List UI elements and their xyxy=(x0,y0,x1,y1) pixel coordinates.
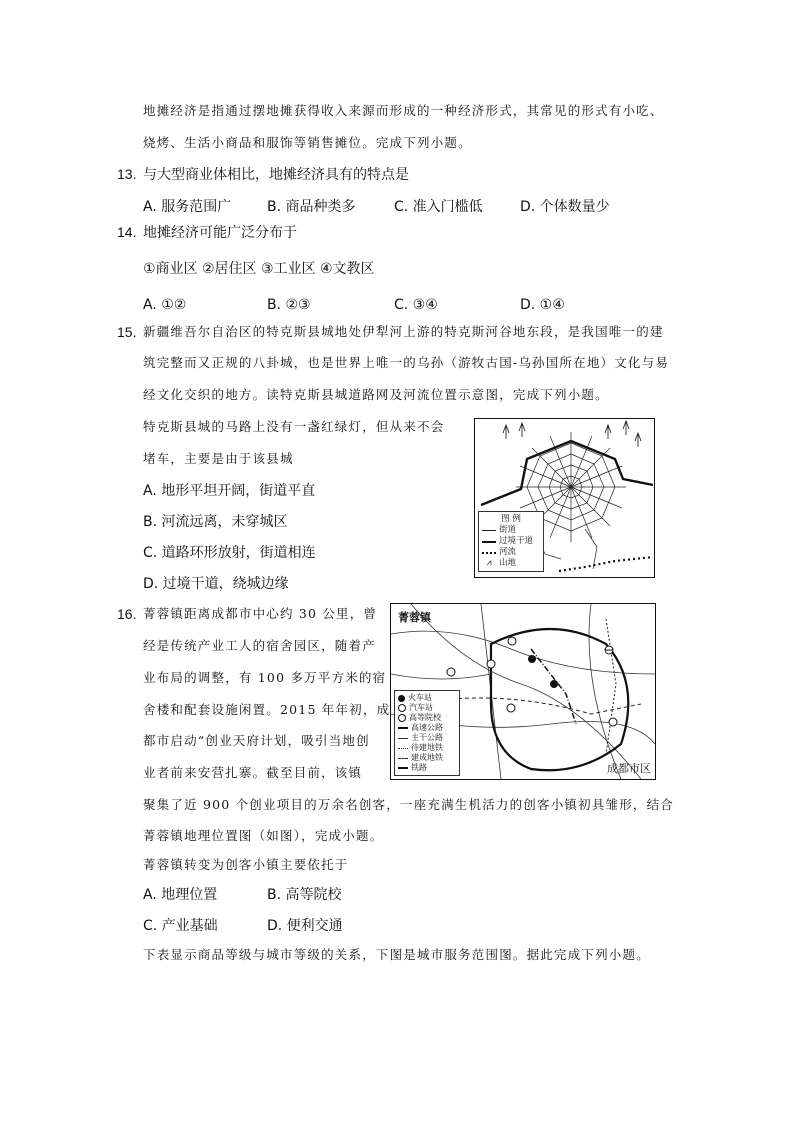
question-16-line-6: 业者前来安营扎寨。截至目前，该镇 xyxy=(143,765,363,780)
legend-street: 街道 xyxy=(482,525,540,536)
question-15-option-a[interactable]: A. 地形平坦开阔，街道平直 xyxy=(143,483,316,499)
legend-arterial: 主干公路 xyxy=(398,733,456,743)
question-16-line-5: 都市启动“创业天府计划，吸引当地创 xyxy=(143,733,370,748)
question-14-choices: ①商业区 ②居住区 ③工业区 ④文教区 xyxy=(143,261,375,277)
chengdu-city-label: 成都市区 xyxy=(607,762,651,775)
question-16-number: 16. xyxy=(117,606,137,622)
legend-river: 河流 xyxy=(482,547,540,558)
question-16-option-a[interactable]: A. 地理位置 xyxy=(143,887,218,903)
intro-line-2: 烧烤、生活小商品和服饰等销售摊位。完成下列小题。 xyxy=(143,135,472,150)
question-15-intro-1: 新疆维吾尔自治区的特克斯县城地处伊犁河上游的特克斯河谷地东段，是我国唯一的建 xyxy=(143,324,664,339)
legend-highway: 过境干道 xyxy=(482,536,540,547)
legend-railway: 铁路 xyxy=(398,763,456,773)
question-14-option-b[interactable]: B. ②③ xyxy=(267,297,311,313)
legend-mountain: ⩘ 山地 xyxy=(482,558,540,569)
question-16-line-2: 经是传统产业工人的宿舍园区，随着产 xyxy=(143,638,376,653)
outer-streets xyxy=(535,529,597,569)
legend-train-station: 火车站 xyxy=(398,693,456,703)
question-16-line-1: 菁蓉镇距离成都市中心约 30 公里，曾 xyxy=(143,606,378,621)
mountain-icon: ⩘ xyxy=(486,558,492,568)
through-highway xyxy=(481,441,653,505)
tekes-road-network-map xyxy=(474,418,655,578)
planned-metro-line xyxy=(606,619,616,754)
question-13-option-a[interactable]: A. 服务范围广 xyxy=(143,199,232,215)
question-15-number: 15. xyxy=(117,324,137,340)
question-16-line-8: 菁蓉镇地理位置图（如图），完成小题。 xyxy=(143,828,384,843)
question-15-option-c[interactable]: C. 道路环形放射，街道相连 xyxy=(143,545,316,561)
question-15-intro-2: 筑完整而又正规的八卦城，也是世界上唯一的乌孙（游牧古国-乌孙国所在地）文化与易 xyxy=(143,355,670,370)
question-16-option-d[interactable]: D. 便利交通 xyxy=(267,918,343,934)
footer-instruction: 下表显示商品等级与城市等级的关系，下图是城市服务范围图。据此完成下列小题。 xyxy=(143,947,650,962)
question-14-stem: 地摊经济可能广泛分布于 xyxy=(143,225,297,241)
legend-expressway: 高速公路 xyxy=(398,723,456,733)
tekes-map-legend xyxy=(478,511,544,572)
question-15-stem-1: 特克斯县城的马路上没有一盏红绿灯，但从来不会 xyxy=(143,419,445,434)
jingrong-map-legend xyxy=(394,690,460,776)
question-14-option-d[interactable]: D. ①④ xyxy=(520,297,565,313)
question-16-line-7: 聚集了近 900 个创业项目的万余名创客，一座充满生机活力的创客小镇初具雏形，结合 xyxy=(143,797,675,812)
legend-bus-station: 汽车站 xyxy=(398,703,456,713)
intro-line-1: 地摊经济是指通过摆地摊获得收入来源而形成的一种经济形式，其常见的形式有小吃、 xyxy=(143,103,664,118)
question-15-option-d[interactable]: D. 过境干道，绕城边缘 xyxy=(143,576,289,592)
legend-built-metro: 建成地铁 xyxy=(398,753,456,763)
question-13-option-b[interactable]: B. 商品种类多 xyxy=(267,199,356,215)
question-15-stem-2: 堵车，主要是由于该县城 xyxy=(143,451,294,466)
tekes-legend-title: 图 例 xyxy=(501,514,521,524)
jingrong-location-map xyxy=(390,603,656,780)
question-13-option-c[interactable]: C. 准入门槛低 xyxy=(394,199,483,215)
question-15-intro-3: 经文化交织的地方。读特克斯县城道路网及河流位置示意图，完成下列小题。 xyxy=(143,387,609,402)
question-13-stem: 与大型商业体相比，地摊经济具有的特点是 xyxy=(143,167,409,183)
river-line xyxy=(559,557,653,571)
question-14-option-c[interactable]: C. ③④ xyxy=(394,297,438,313)
jingrong-town-label: 菁蓉镇 xyxy=(398,611,431,624)
question-16-line-3: 业布局的调整，有 100 多万平方米的宿 xyxy=(143,670,387,685)
question-13-number: 13. xyxy=(117,166,137,182)
question-16-line-4: 舍楼和配套设施闲置。2015 年年初，成 xyxy=(143,702,391,717)
question-16-stem: 菁蓉镇转变为创客小镇主要依托于 xyxy=(143,857,349,872)
question-16-option-b[interactable]: B. 高等院校 xyxy=(267,887,342,903)
question-16-option-c[interactable]: C. 产业基础 xyxy=(143,918,218,934)
question-15-option-b[interactable]: B. 河流远离，未穿城区 xyxy=(143,514,288,530)
bus-stations xyxy=(605,646,613,654)
question-14-number: 14. xyxy=(117,224,137,240)
question-14-option-a[interactable]: A. ①② xyxy=(143,297,187,313)
question-13-option-d[interactable]: D. 个体数量少 xyxy=(520,199,610,215)
legend-university: 高等院校 xyxy=(398,713,456,723)
legend-planned-metro: 待建地铁 xyxy=(398,743,456,753)
